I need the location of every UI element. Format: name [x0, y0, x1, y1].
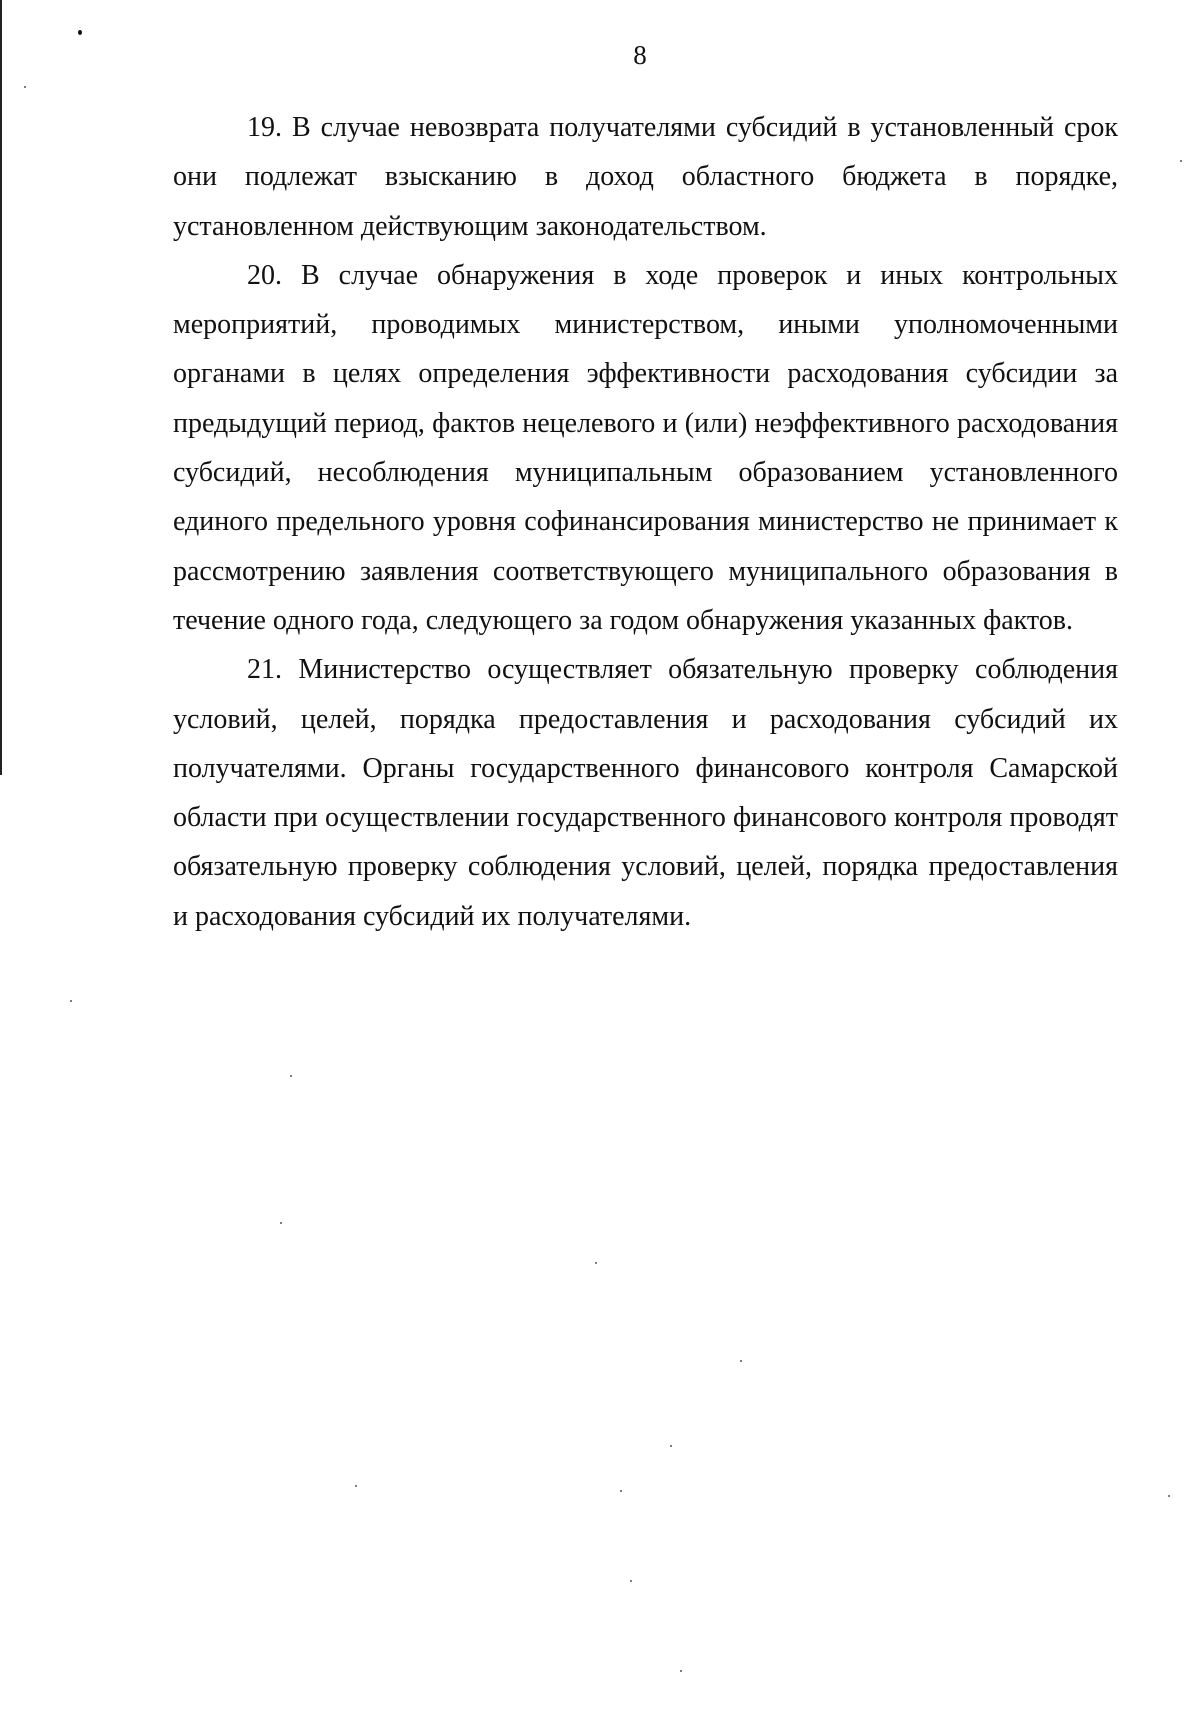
- paragraph-21: 21. Министерство осуществляет обязательную проверку соблюдения условий, целей, порядка предоставления и расходования субсидий их получателями. Органы государственного финансового контроля Самарской области при осуществлении государственного финансового контроля проводят обязательную проверку соблюдения условий, целей, порядка предоставления и расходования субсидий их получателями.: [173, 654, 1118, 932]
- document-body: [173, 103, 1118, 941]
- scan-speck: [1168, 1495, 1170, 1497]
- scan-speck: [290, 1075, 292, 1077]
- scan-speck: [70, 1000, 72, 1002]
- paragraph-20: 20. В случае обнаружения в ходе проверок и иных контрольных мероприятий, проводимых министерством, иными уполномоченными органами в целях определения эффективности расходования субсидии за предыдущий период, фактов нецелевого и (или) неэффективного расходования субсидий, несоблюдения муниципальным образованием установленного единого предельного уровня софинансирования министерство не принимает к рассмотрению заявления соответствующего муниципального образования в течение одного года, следующего за годом обнаружения указанных фактов.: [173, 259, 1118, 636]
- scan-speck: [1180, 160, 1182, 162]
- scan-speck: [78, 30, 82, 35]
- scan-speck: [740, 1360, 742, 1362]
- scan-speck: [630, 1580, 632, 1582]
- scan-speck: [680, 1670, 682, 1672]
- scan-speck: [355, 1485, 357, 1487]
- scan-speck: [595, 1262, 597, 1264]
- page-number: 8: [633, 40, 647, 70]
- scan-speck: [620, 1490, 622, 1492]
- scan-edge-line: [0, 0, 2, 775]
- paragraph-19: 19. В случае невозврата получателями субсидий в установленный срок они подлежат взысканию в доход областного бюджета в порядке, установленном действующим законодательством.: [173, 112, 1118, 242]
- scan-speck: [24, 86, 26, 88]
- scan-speck: [280, 1222, 282, 1224]
- scan-speck: [670, 1445, 672, 1447]
